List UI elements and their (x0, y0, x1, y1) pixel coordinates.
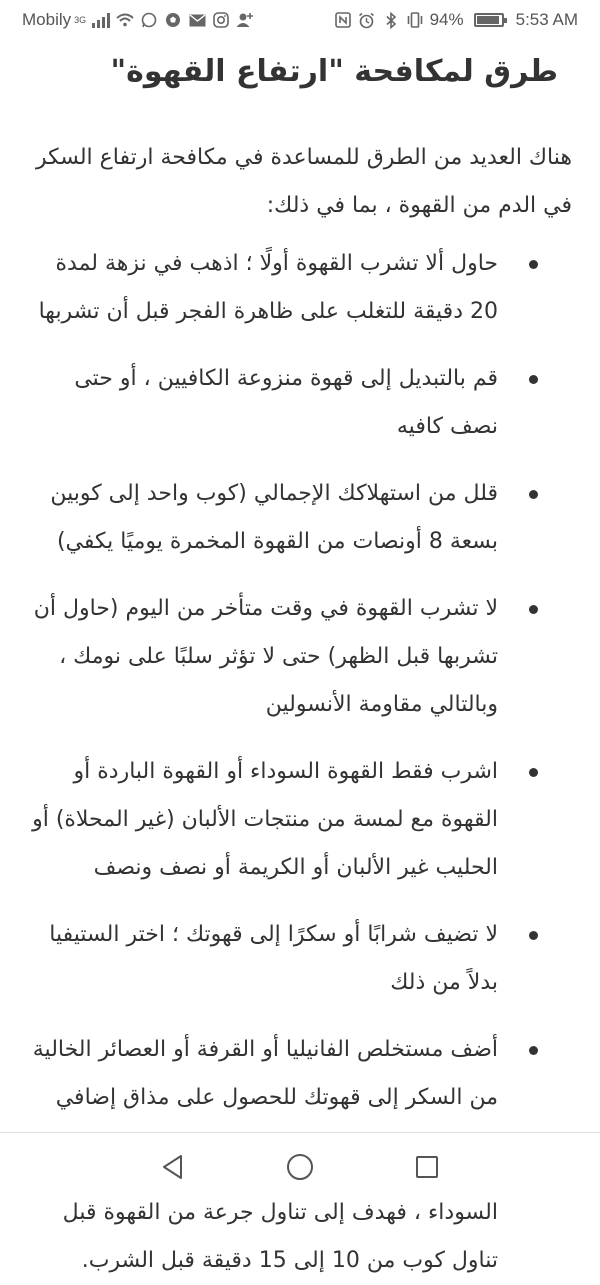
bullet-icon (529, 768, 538, 777)
clock: 5:53 AM (515, 10, 578, 29)
back-icon (161, 1154, 185, 1180)
vibrate-icon (406, 11, 424, 29)
whatsapp-icon (140, 11, 158, 29)
soccer-icon (164, 11, 182, 29)
carrier-name: Mobily (22, 10, 72, 29)
list-item-text: حاول ألا تشرب القهوة أولًا ؛ اذهب في نزهة لمدة 20 دقيقة للتغلب على ظاهرة الفجر قبل أن تشربها (38, 251, 498, 324)
list-item-text: لا تضيف شرابًا أو سكرًا إلى قهوتك ؛ اختر الستيفيا بدلاً من ذلك (49, 922, 498, 995)
alarm-icon (358, 11, 376, 29)
bluetooth-icon (382, 11, 400, 29)
list-item (24, 911, 572, 1007)
recents-icon (415, 1155, 439, 1179)
list-item (24, 1026, 572, 1122)
back-button[interactable] (153, 1147, 193, 1187)
list-item-text: لا تشرب القهوة في وقت متأخر من اليوم (حاول أن تشربها قبل الظهر) حتى لا تؤثر سلبًا على نومك ، وبالتالي مقاومة الأنسولين (33, 596, 498, 717)
signal-icon (92, 12, 110, 28)
instagram-icon (212, 11, 230, 29)
article-title: طرق لمكافحة "ارتفاع القهوة" (110, 54, 558, 89)
bullet-icon (529, 931, 538, 940)
list-item (24, 748, 572, 892)
list-item-text: اشرب فقط القهوة السوداء أو القهوة الباردة أو القهوة مع لمسة من منتجات الألبان (غير المحلاة) أو الحليب غير الألبان أو الكريمة أو نصف ونصف (32, 759, 498, 880)
list-item (24, 470, 572, 566)
wifi-icon (116, 11, 134, 29)
list-item (24, 355, 572, 451)
network-type: 3G (74, 15, 87, 25)
list-item-text: أضف مستخلص الفانيليا أو القرفة أو العصائر الخالية من السكر إلى قهوتك للحصول على مذاق إضافي (32, 1037, 498, 1110)
battery-fill (477, 16, 499, 24)
home-button[interactable] (280, 1147, 320, 1187)
tips-list (24, 240, 572, 1285)
list-item (24, 585, 572, 729)
bullet-icon (529, 490, 538, 499)
battery-percent: 94% (429, 10, 464, 29)
bullet-icon (529, 260, 538, 269)
battery-icon (474, 13, 504, 27)
bullet-icon (529, 605, 538, 614)
status-left (22, 10, 254, 30)
nfc-icon (334, 11, 352, 29)
mail-icon (188, 11, 206, 29)
recents-button[interactable] (407, 1147, 447, 1187)
list-item-text: السوداء ، فهدف إلى تناول جرعة من القهوة قبل تناول كوب من 10 إلى 15 دقيقة قبل الشرب. (62, 1200, 498, 1273)
bullet-icon (529, 1046, 538, 1055)
status-right (334, 10, 578, 30)
navigation-bar (0, 1132, 600, 1200)
article-content[interactable] (0, 40, 600, 1273)
list-item (24, 240, 572, 336)
status-bar (0, 0, 600, 40)
add-contact-icon (236, 11, 254, 29)
bullet-icon (529, 375, 538, 384)
article-intro: هناك العديد من الطرق للمساعدة في مكافحة ارتفاع السكر في الدم من القهوة ، بما في ذلك: (35, 145, 572, 218)
list-item-text: قم بالتبديل إلى قهوة منزوعة الكافيين ، أو حتى نصف كافيه (74, 366, 498, 439)
list-item-text: قلل من استهلاكك الإجمالي (كوب واحد إلى كوبين بسعة 8 أونصات من القهوة المخمرة يوميًا يكفي) (50, 481, 498, 554)
home-icon (286, 1153, 314, 1181)
